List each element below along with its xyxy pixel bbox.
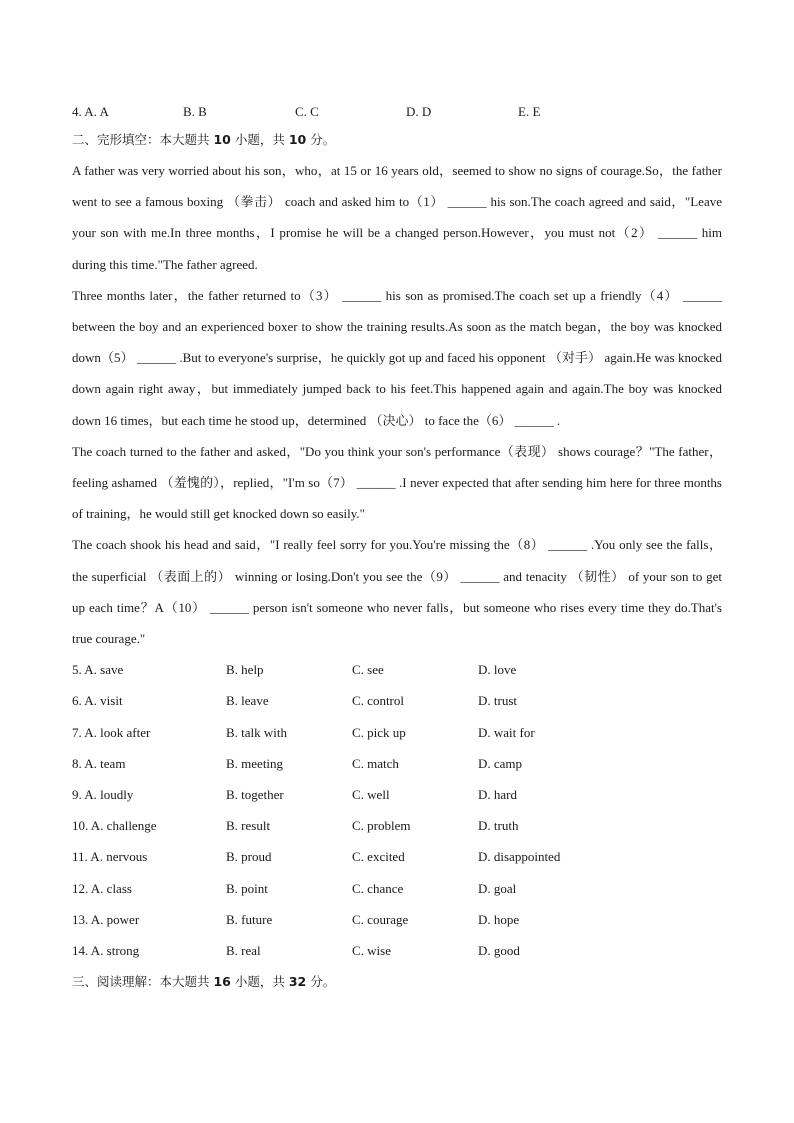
passage-paragraph-1: A father was very worried about his son，who，at 15 or 16 years old，seemed to show no signs of courage.So，the father went to see a famous boxing （拳击） coach and asked him to（1） ______ his son.The coach agreed and said，"Leave your son with me.In three months，I promise he will be a changed person.However，you must not（2） ______ him during this time."The father agreed.	[72, 163, 722, 272]
options-row-8	[72, 748, 722, 779]
option-b: B. talk with	[226, 724, 288, 740]
option-c: C. wise	[352, 942, 391, 958]
option-a: 10. A. challenge	[72, 818, 157, 834]
option-a: 5. A. save	[72, 662, 124, 678]
option-c: C. courage	[352, 911, 409, 927]
option-d: D. good	[478, 942, 520, 958]
option-c: C. pick up	[352, 724, 406, 740]
option-b: B. real	[226, 942, 261, 958]
option-d: D. trust	[478, 693, 517, 709]
cloze-passage	[72, 155, 722, 654]
exam-page	[72, 100, 722, 997]
question-4-options	[72, 100, 722, 124]
options-row-13	[72, 904, 722, 935]
option-a: 12. A. class	[72, 880, 132, 896]
option-b: B. help	[226, 662, 264, 678]
option-c: C. see	[352, 662, 384, 678]
option-a: 13. A. power	[72, 911, 140, 927]
section-2-heading	[72, 124, 722, 155]
section-2-count: 10	[213, 132, 231, 147]
option-b: B. point	[226, 880, 268, 896]
option-b: B. proud	[226, 849, 272, 865]
option-c: C. well	[352, 787, 390, 802]
option-d: D. wait for	[478, 724, 535, 740]
option-d: D. truth	[478, 818, 519, 834]
option-c: C. control	[352, 693, 404, 709]
option-b: B. meeting	[226, 755, 284, 771]
option-a: 11. A. nervous	[72, 849, 148, 865]
section-2-suffix: 分。	[306, 132, 336, 147]
section-3-heading	[72, 966, 722, 997]
option-b: B. B	[183, 104, 207, 119]
option-c: C. chance	[352, 880, 404, 896]
options-row-12	[72, 873, 722, 904]
option-d: D. love	[478, 662, 517, 678]
options-row-10	[72, 810, 722, 841]
section-3-suffix: 分。	[306, 974, 336, 990]
option-a: 6. A. visit	[72, 693, 123, 709]
option-c: C. C	[295, 104, 319, 119]
section-2-prefix: 二、完形填空：本大题共	[72, 132, 214, 147]
option-a: 14. A. strong	[72, 942, 140, 958]
option-c: C. excited	[352, 849, 405, 865]
section-3-prefix: 三、阅读理解：本大题共	[72, 974, 214, 990]
passage-paragraph-4: The coach shook his head and said，"I really feel sorry for you.You're missing the（8） ______ .You only see the falls，the superficial （表面上的） winning or losing.Don't you see the（9） ______ and tenacity （韧性） of your son to get up each time？A（10） ______ person isn't someone who never falls，but someone who rises every time they do.That's true courage."	[72, 537, 722, 647]
section-2-score: 10	[288, 132, 307, 147]
option-d: D. D	[406, 104, 432, 119]
option-b: B. together	[226, 787, 284, 802]
section-3-mid: 小题，共	[230, 974, 289, 990]
option-a: 9. A. loudly	[72, 787, 134, 802]
option-d: D. goal	[478, 880, 517, 896]
options-row-7	[72, 717, 722, 748]
option-d: D. hope	[478, 911, 520, 927]
section-3-score: 32	[288, 974, 307, 990]
options-row-5	[72, 654, 722, 685]
option-d: D. camp	[478, 755, 523, 771]
passage-paragraph-3: The coach turned to the father and asked，"Do you think your son's performance（表现） shows courage？"The father，feeling ashamed （羞愧的），replied，"I'm so（7） ______ .I never expected that after sending him here for three months of training，he would still get knocked down so easily."	[72, 443, 722, 522]
option-c: C. problem	[352, 818, 411, 834]
option-c: C. match	[352, 755, 399, 771]
option-b: B. result	[226, 818, 271, 834]
option-a: 8. A. team	[72, 755, 126, 771]
option-a: 7. A. look after	[72, 724, 151, 740]
option-d: D. disappointed	[478, 849, 561, 865]
options-row-14	[72, 935, 722, 966]
option-b: B. leave	[226, 693, 269, 709]
option-a: 4. A. A	[72, 104, 109, 119]
cloze-options	[72, 654, 722, 966]
section-2-mid: 小题，共	[230, 132, 289, 147]
section-3-count: 16	[213, 974, 231, 990]
option-e: E. E	[518, 104, 541, 119]
option-d: D. hard	[478, 787, 517, 802]
option-b: B. future	[226, 911, 273, 927]
passage-paragraph-2: Three months later，the father returned to（3） ______ his son as promised.The coach set up a friendly（4） ______ between the boy and an experienced boxer to show the training results.As soon as the match began，the boy was knocked down（5） ______ .But to everyone's surprise，he quickly got up and faced his opponent （对手） again.He was knocked down again right away，but immediately jumped back to his feet.This happened again and again.The boy was knocked down 16 times，but each time he stood up，determined （决心） to face the（6） ______ .	[72, 287, 722, 428]
options-row-11	[72, 841, 722, 872]
options-row-6	[72, 685, 722, 716]
options-row-9	[72, 779, 722, 810]
